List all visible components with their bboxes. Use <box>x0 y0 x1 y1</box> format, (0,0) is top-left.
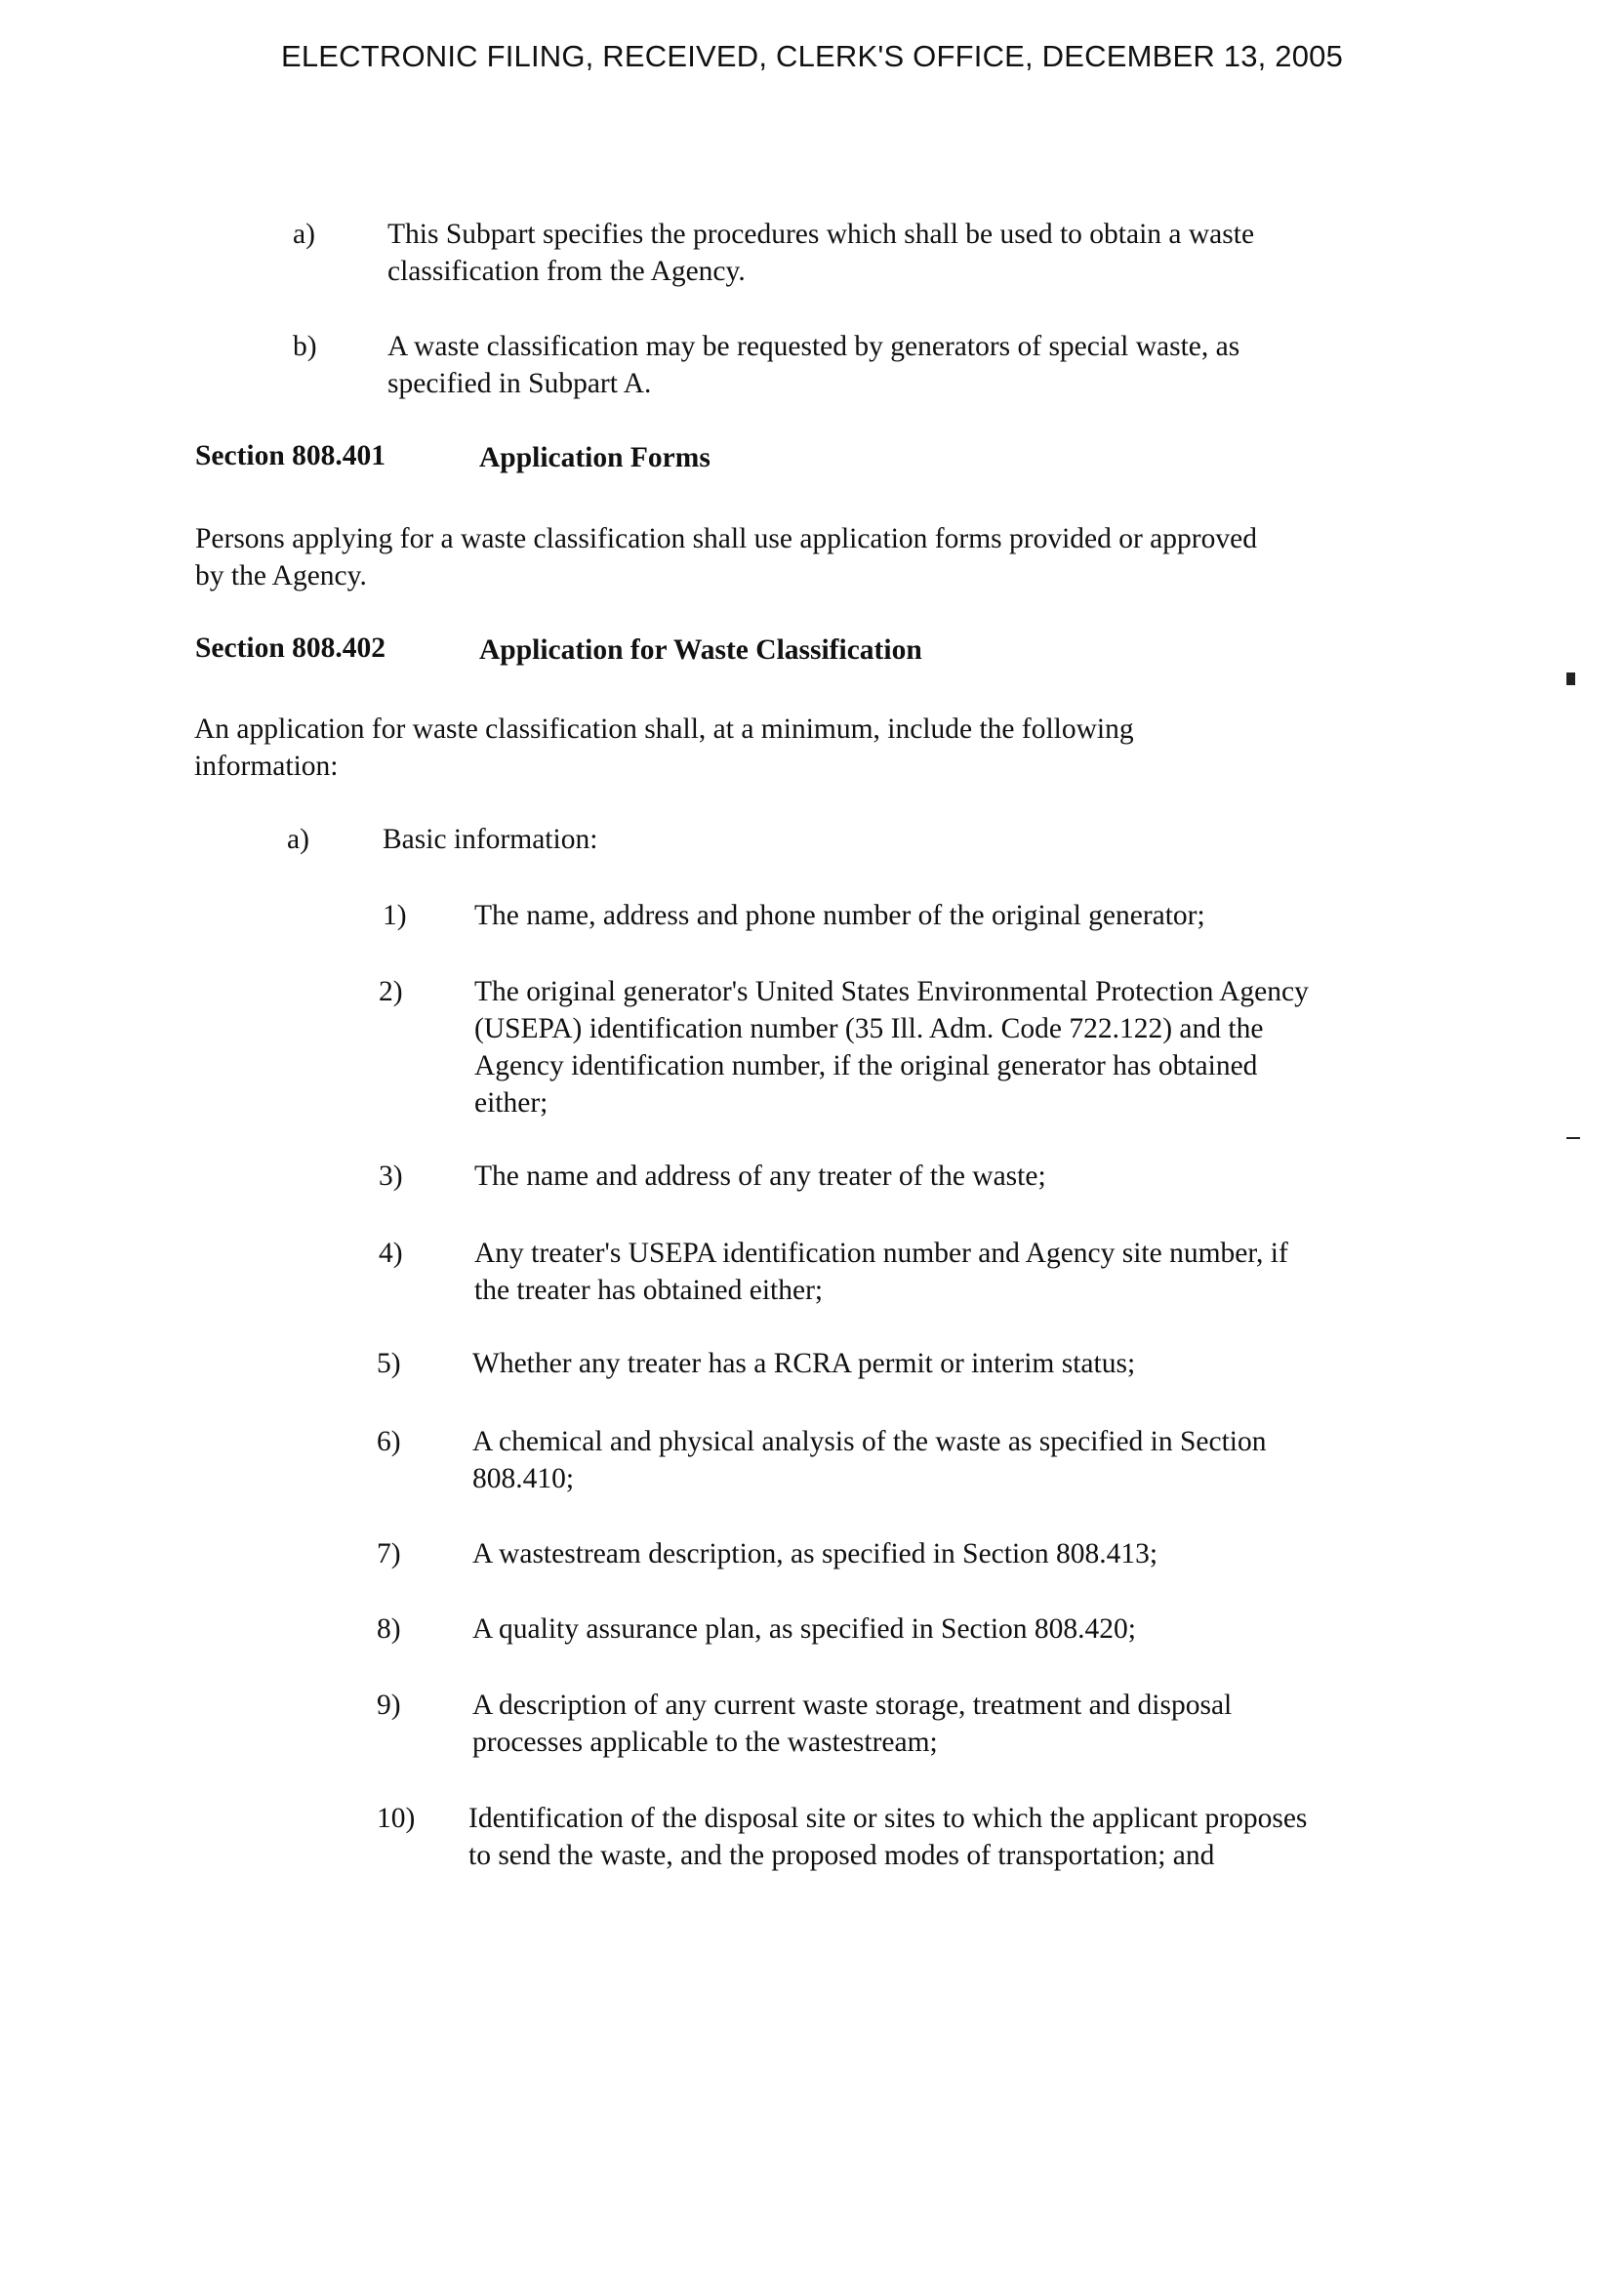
item-4-label: 4) <box>379 1238 403 1269</box>
item-6-label: 6) <box>377 1426 401 1457</box>
item-2-label: 2) <box>379 976 403 1007</box>
section-402-number: Section 808.402 <box>195 632 386 664</box>
item-1-label: 1) <box>383 900 407 931</box>
item-4-text: Any treater's USEPA identification number and Agency site number, if the treater has obtained either; <box>474 1238 1288 1306</box>
item-9-text: A description of any current waste storage, treatment and disposal processes applicable to the wastestream; <box>472 1690 1233 1758</box>
item-7-label: 7) <box>377 1538 401 1569</box>
item-8-label: 8) <box>377 1613 401 1645</box>
intro-item-b-text: A waste classification may be requested by generators of special waste, as specified in Subpart A. <box>387 331 1240 399</box>
intro-item-a-text: This Subpart specifies the procedures which shall be used to obtain a waste classification from the Agency. <box>387 219 1255 287</box>
subsection-a-text: Basic information: <box>383 824 598 855</box>
subsection-a-label: a) <box>287 824 309 855</box>
item-7-text: A wastestream description, as specified in Section 808.413; <box>472 1538 1158 1569</box>
item-3-label: 3) <box>379 1161 403 1192</box>
intro-item-b-label: b) <box>293 331 317 362</box>
section-402-title: Application for Waste Classification <box>479 634 922 666</box>
item-2-text: The original generator's United States Environmental Protection Agency (USEPA) identification number (35 Ill. Adm. Code 722.122) and the Agency identification number, if the original generator has obtained either; <box>474 976 1309 1119</box>
section-402-body: An application for waste classification shall, at a minimum, include the following information: <box>194 713 1134 782</box>
section-401-title: Application Forms <box>479 442 710 473</box>
item-1-text: The name, address and phone number of the original generator; <box>474 900 1205 931</box>
filing-header: ELECTRONIC FILING, RECEIVED, CLERK'S OFFICE, DECEMBER 13, 2005 <box>280 39 1344 73</box>
section-401-body: Persons applying for a waste classification shall use application forms provided or approved by the Agency. <box>195 523 1257 591</box>
intro-item-a-label: a) <box>293 219 315 250</box>
item-5-label: 5) <box>377 1348 401 1379</box>
scan-artifact-dash <box>1566 1137 1580 1139</box>
item-8-text: A quality assurance plan, as specified in Section 808.420; <box>472 1613 1136 1645</box>
scan-artifact-mark <box>1566 672 1575 685</box>
item-10-label: 10) <box>377 1803 416 1834</box>
item-3-text: The name and address of any treater of the waste; <box>474 1161 1046 1192</box>
item-9-label: 9) <box>377 1690 401 1721</box>
section-401-number: Section 808.401 <box>195 440 386 471</box>
item-5-text: Whether any treater has a RCRA permit or interim status; <box>472 1348 1136 1379</box>
item-6-text: A chemical and physical analysis of the waste as specified in Section 808.410; <box>472 1426 1267 1494</box>
item-10-text: Identification of the disposal site or sites to which the applicant proposes to send the waste, and the proposed modes of transportation; and <box>468 1803 1308 1871</box>
